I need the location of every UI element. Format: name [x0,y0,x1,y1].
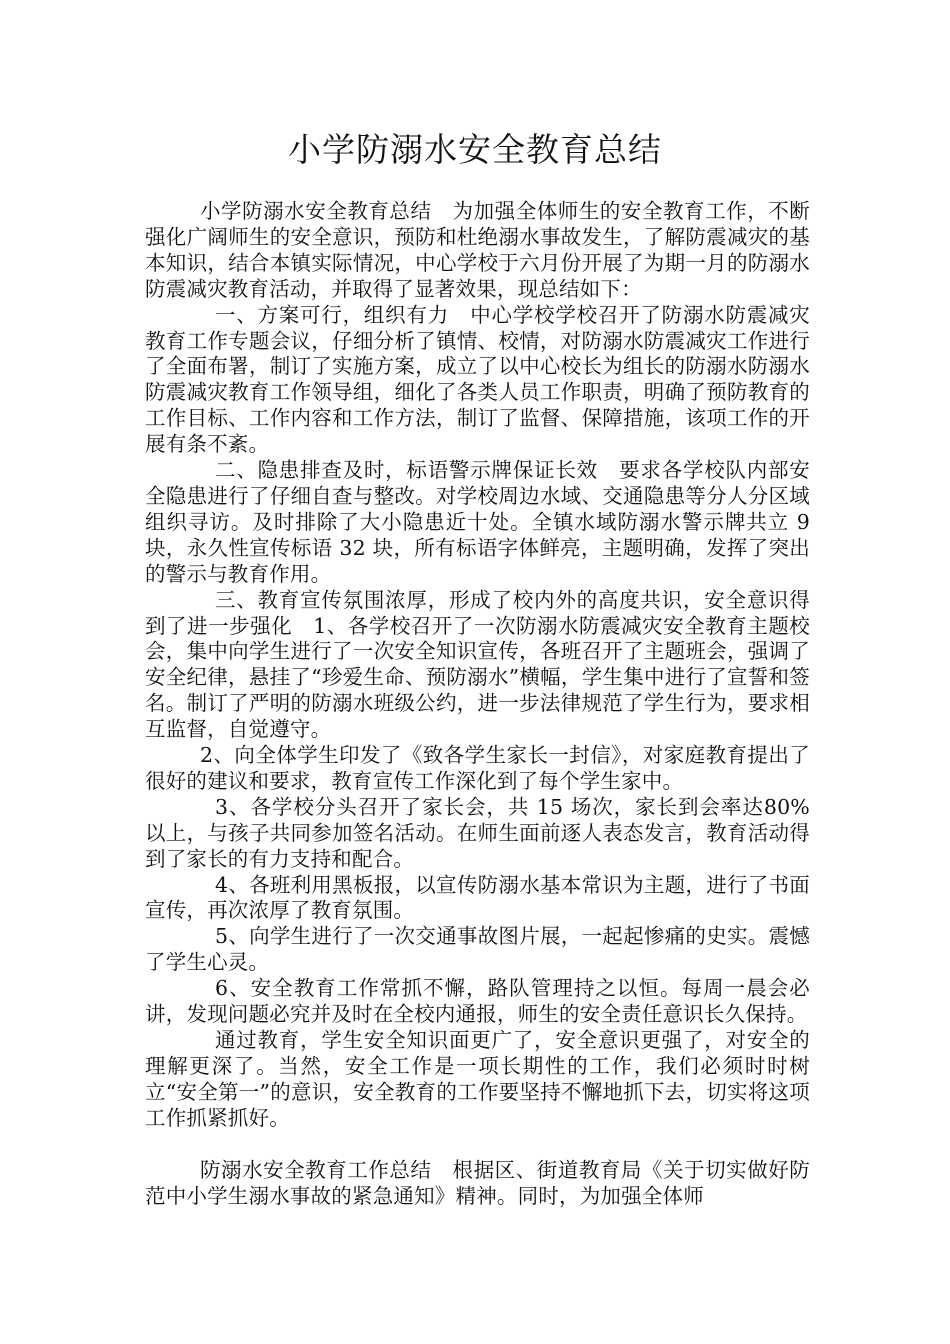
paragraph-item-6: 6、安全教育工作常抓不懈，路队管理持之以恒。每周一晨会必讲，发现问题必究并及时在全校内通报，师生的安全责任意识长久保持。 [145,976,810,1027]
paragraph-item-4: 4、各班利用黑板报，以宣传防溺水基本常识为主题，进行了书面宣传，再次浓厚了教育氛围。 [145,872,810,923]
paragraph-item-2: 2、向全体学生印发了《致各学生家长一封信》，对家庭教育提出了很好的建议和要求，教育宣传工作深化到了每个学生家中。 [145,743,810,793]
paragraph-section-2: 二、隐患排查及时，标语警示牌保证长效 要求各学校队内部安全隐患进行了仔细自查与整改。对学校周边水域、交通隐患等分人分区域组织寻访。及时排除了大小隐患近十处。全镇水域防溺水警示牌共立 9 块，永久性宣传标语 32 块，所有标语字体鲜亮，主题明确，发挥了突出的警示与教育作用。 [145,458,810,586]
paragraph-section-1: 一、方案可行，组织有力 中心学校学校召开了防溺水防震减灾教育工作专题会议，仔细分析了镇情、校情，对防溺水防震减灾工作进行了全面布署，制订了实施方案，成立了以中心校长为组长的防溺水防溺水防震减灾教育工作领导组，细化了各类人员工作职责，明确了预防教育的工作目标、工作内容和工作方法，制订了监督、保障措施，该项工作的开展有条不紊。 [145,302,810,457]
paragraph-item-3: 3、各学校分头召开了家长会，共 15 场次，家长到会率达80%以上，与孩子共同参加签名活动。在师生面前逐人表态发言，教育活动得到了家长的有力支持和配合。 [145,794,810,871]
document-title: 小学防溺水安全教育总结 [288,130,662,169]
paragraph-item-5: 5、向学生进行了一次交通事故图片展，一起起惨痛的史实。震憾了学生心灵。 [145,924,810,975]
paragraph-second-summary: 防溺水安全教育工作总结 根据区、街道教育局《关于切实做好防范中小学生溺水事故的紧急通知》精神。同时，为加强全体师 [145,1157,810,1208]
paragraph-spacer [145,1132,810,1158]
paragraph-intro: 小学防溺水安全教育总结 为加强全体师生的安全教育工作，不断强化广阔师生的安全意识，预防和杜绝溺水事故发生，了解防震减灾的基本知识，结合本镇实际情况，中心学校于六月份开展了为期一月的防溺水防震减灾教育活动，并取得了显著效果，现总结如下： [145,199,810,301]
document-body [145,199,810,1209]
paragraph-conclusion: 通过教育，学生安全知识面更广了，安全意识更强了，对安全的理解更深了。当然，安全工作是一项长期性的工作，我们必须时时树立“安全第一”的意识，安全教育的工作要坚持不懈地抓下去，切实将这项工作抓紧抓好。 [145,1028,810,1130]
paragraph-section-3: 三、教育宣传氛围浓厚，形成了校内外的高度共识，安全意识得到了进一步强化 1、各学校召开了一次防溺水防震减灾安全教育主题校会，集中向学生进行了一次安全知识宣传，各班召开了主题班会，强调了安全纪律，悬挂了“珍爱生命、预防溺水”横幅，学生集中进行了宣誓和签名。制订了严明的防溺水班级公约，进一步法律规范了学生行为，要求相互监督，自觉遵守。 [145,587,810,742]
